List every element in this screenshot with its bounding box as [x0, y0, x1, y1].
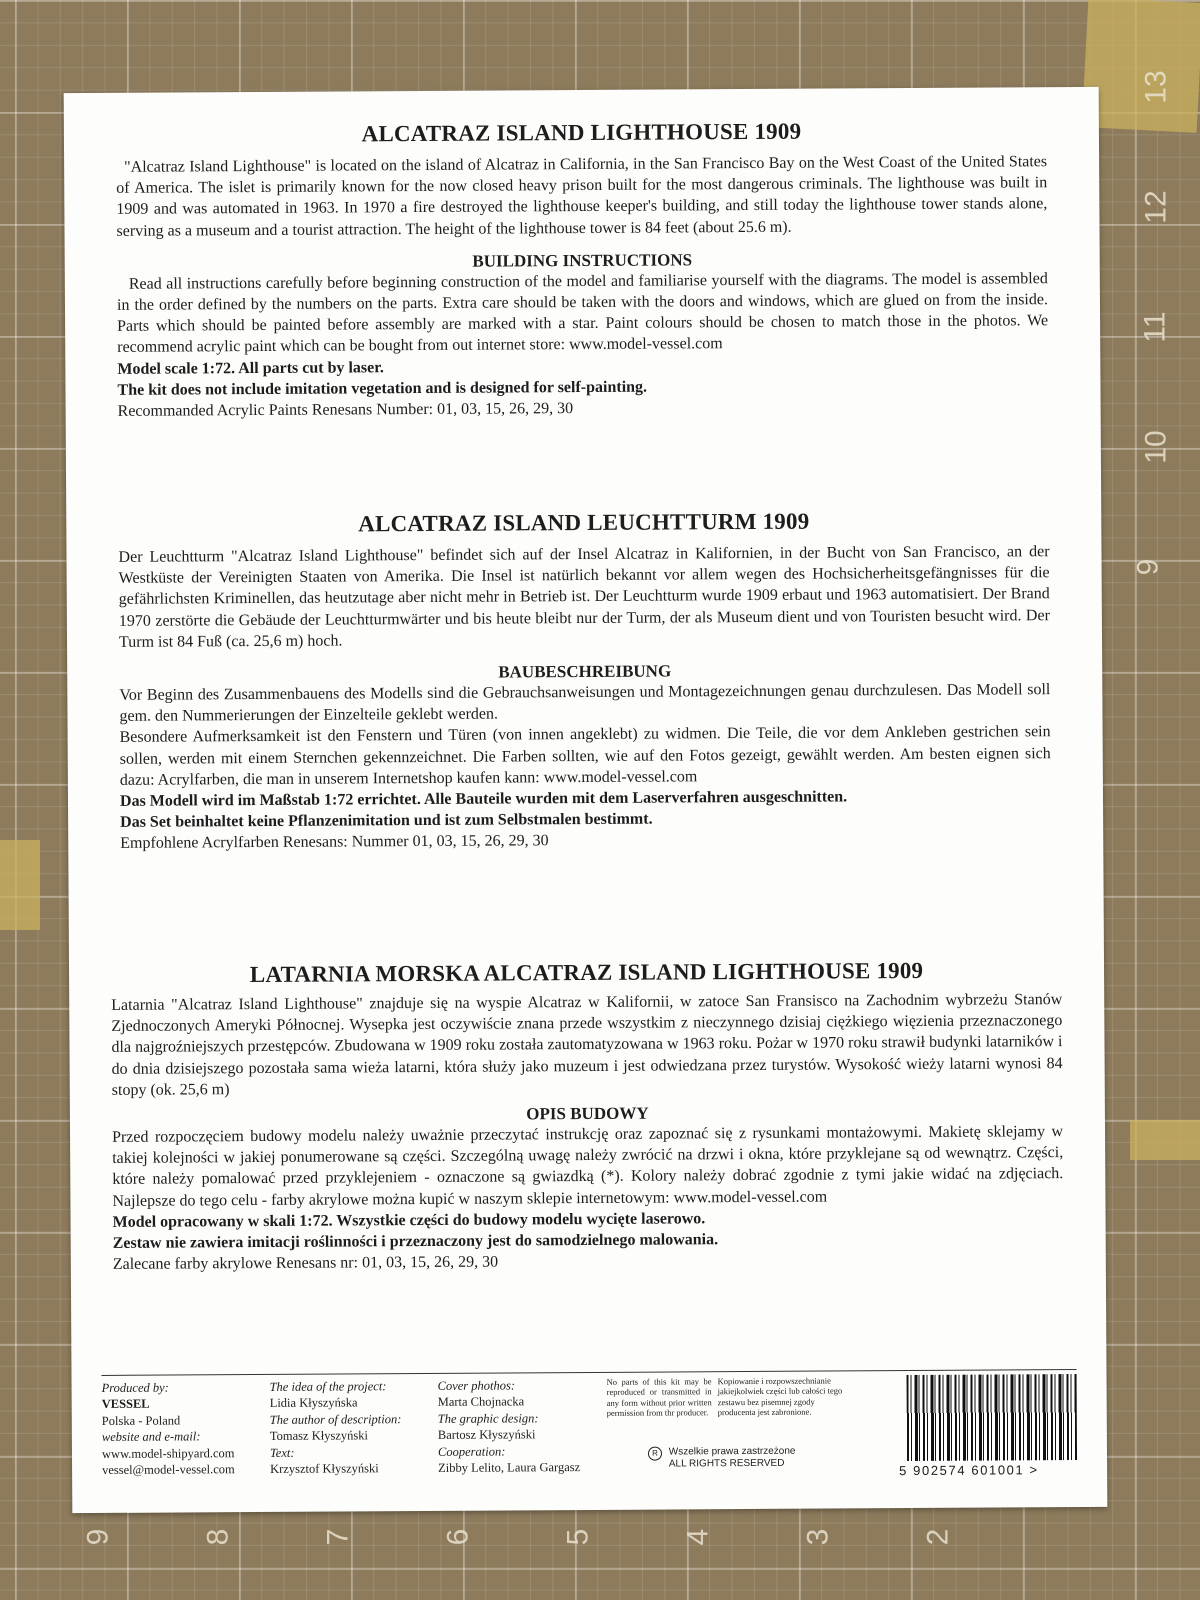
coop-names: Zibby Lelito, Laura Gargasz — [438, 1460, 581, 1475]
german-intro: Der Leuchtturm "Alcatraz Island Lighthouse" befindet sich auf der Insel Alcatraz in Kalifornien, in der Bucht von San Francisco, an der Westküste der Vereinigten Staaten von Amerika. Die Insel ist natürlich bekannt vor allem wegen des Hochsicherheitsgefängnisses für die gefährlichsten Kriminellen, das heutzutage aber nicht mehr in Betrieb ist. Der Leuchtturm wurde 1909 erbaut und 1963 automatisiert. Der Brand 1970 zerstörte die Gebäude der Leuchtturmwärter und bis heute bleibt nur der Turm, der als Museum dient und von Touristen besucht wird. Der Turm ist 84 Fuß (ca. 25,6 m) hoch. — [118, 543, 1050, 651]
english-subtitle: BUILDING INSTRUCTIONS — [472, 250, 693, 271]
german-instructions-2: Besondere Aufmerksamkeit ist den Fenstern und Türen (von innen angeklebt) zu widmen. Die Teile, die vor dem Ankleben gestrichen sein sollen, werden mit einem Sternchen gekennzeichnet. Die Farben sollten, wie auf den Fotos gezeigt, gewählt werden. Am besten eignen sich dazu: Acrylfarben, die man in unserem Internetshop kaufen kann: www.model-vessel.com — [119, 723, 1051, 789]
english-intro: "Alcatraz Island Lighthouse" is located on the island of Alcatraz in California, in the San Francisco Bay on the West Coast of the United States of America. The islet is primarily known for the now closed heavy prison built for the most dangerous criminals. The lighthouse was built in 1909 and was automated in 1963. In 1970 a fire destroyed the lighthouse keeper's building, and still today the lighthouse tower stands alone, serving as a museum and a tourist attraction. The height of the lighthouse tower is 84 feet (about 25.6 m). — [116, 153, 1048, 240]
polish-subtitle: OPIS BUDOWY — [526, 1103, 649, 1124]
website: www.model-shipyard.com — [101, 1445, 235, 1461]
english-section — [64, 117, 1101, 423]
author-name: Tomasz Kłyszyński — [269, 1428, 368, 1444]
design-column — [438, 1377, 581, 1476]
ruler-number: 2 — [921, 1528, 955, 1546]
ruler-number: 6 — [441, 1528, 475, 1546]
ruler-number: 11 — [1138, 311, 1172, 343]
polish-section — [69, 957, 1106, 1276]
instruction-sheet — [64, 87, 1108, 1513]
cover-name: Marta Chojnacka — [437, 1394, 525, 1410]
text-name: Krzysztof Kłyszyński — [270, 1461, 379, 1476]
german-section — [66, 507, 1103, 855]
graphic-label: The graphic design: — [437, 1411, 539, 1426]
ruler-number: 3 — [801, 1528, 835, 1546]
idea-name: Lidia Kłyszyńska — [269, 1395, 358, 1411]
ruler-number: 4 — [681, 1528, 715, 1546]
ruler-number: 12 — [1139, 190, 1173, 224]
polish-kit-note: Zestaw nie zawiera imitacji roślinności i przeznaczony jest do samodzielnego malowania. — [112, 1231, 719, 1252]
authors-column — [270, 1378, 402, 1477]
masking-tape — [1082, 0, 1200, 133]
english-kit-note: The kit does not include imitation vegetation and is designed for self-painting. — [117, 378, 648, 399]
german-scale-note: Das Modell wird im Maßstab 1:72 errichtet. Alle Bauteile wurden mit dem Laserverfahren ausgeschnitten. — [119, 788, 848, 810]
ruler-number: 10 — [1139, 430, 1173, 464]
graphic-name: Bartosz Kłyszyński — [437, 1427, 536, 1443]
german-subtitle: BAUBESCHREIBUNG — [498, 661, 672, 682]
company-name: VESSEL — [101, 1397, 150, 1412]
english-instructions: Read all instructions carefully before beginning construction of the model and familiarise yourself with the diagrams. The model is assembled in the order defined by the numbers on the parts. Extra care should be taken with the doors and windows, which are glued on from the inside. Parts which should be painted before assembly are marked with a star. Paint colours should be chosen to match those in the photos. We recommend acrylic paint which can be bought from out internet store: www.model-vessel.com — [116, 269, 1049, 357]
german-instructions-1: Vor Beginn des Zusammenbauens des Modells sind die Gebrauchsanweisungen und Montagezeichnungen genau durchzulesen. Das Modell soll gem. den Nummerierungen der Einzelteile geklebt werden. — [119, 681, 1051, 726]
idea-label: The idea of the project: — [269, 1379, 387, 1394]
rights-block — [648, 1446, 796, 1471]
author-label: The author of description: — [269, 1411, 402, 1427]
coop-label: Cooperation: — [437, 1444, 506, 1459]
german-paints: Empfohlene Acrylfarben Renesans: Nummer 01, 03, 15, 26, 29, 30 — [120, 832, 549, 853]
polish-instructions: Przed rozpoczęciem budowy modelu należy uważnie przeczytać instrukcję oraz zapoznać się z rysunkami montażowymi. Makietę sklejamy w takiej kolejności w jakiej ponumerowane są części. Szczególną uwagę należy zwrócić na drzwi i okna, które przyklejane są od wewnątrz. Części, które należy pomalować przed przyklejeniem - oznaczone są gwiazdką (*). Kolory należy dobrać zgodnie z tymi jakie widać na zdjęciach. Najlepsze do tego celu - farby akrylowe można kupić w naszym sklepie internetowym: www.model-vessel.com — [112, 1123, 1064, 1210]
produced-label: Produced by: — [101, 1380, 169, 1395]
ruler-number: 9 — [1131, 558, 1165, 576]
registered-icon: R — [648, 1447, 662, 1461]
legal-en: No parts of this kit may be reproduced or transmitted in any form without prior written permission from thr producer. — [606, 1376, 712, 1419]
german-title: ALCATRAZ ISLAND LEUCHTTURM 1909 — [358, 508, 810, 537]
barcode — [907, 1374, 1078, 1461]
masking-tape — [1130, 1120, 1200, 1160]
ruler-number: 9 — [81, 1528, 115, 1546]
country: Polska - Poland — [101, 1413, 181, 1428]
text-label: Text: — [269, 1445, 295, 1460]
legal-pl: Kopiowanie i rozpowszechnianie jakiejkolwiek części lub całości tego zestawu bez pisemnej zgody producenta jest zabronione. — [717, 1375, 843, 1418]
barcode-number: 5 902574 601001 > — [899, 1462, 1039, 1479]
english-title: ALCATRAZ ISLAND LIGHTHOUSE 1909 — [361, 118, 802, 147]
polish-paints: Zalecane farby akrylowe Renesans nr: 01, 03, 15, 26, 29, 30 — [112, 1253, 499, 1274]
producer-column — [102, 1379, 235, 1478]
polish-scale-note: Model opracowany w skali 1:72. Wszystkie części do budowy modelu wycięte laserowo. — [112, 1210, 706, 1231]
cover-label: Cover phothos: — [437, 1378, 516, 1393]
english-scale-note: Model scale 1:72. All parts cut by laser. — [117, 358, 384, 378]
email: vessel@model-vessel.com — [102, 1462, 235, 1477]
ruler-number: 8 — [201, 1528, 235, 1546]
ruler-number: 7 — [321, 1528, 355, 1546]
masking-tape — [0, 840, 40, 930]
web-label: website and e-mail: — [101, 1429, 201, 1445]
polish-intro: Latarnia "Alcatraz Island Lighthouse" znajduje się na wyspie Alcatraz w Kalifornii, w zatoce San Fransisco na Zachodnim wybrzeżu Stanów Zjednoczonych Ameryki Północnej. Wysepka jest oczywiście znana przede wszystkim z nieczynnego dzisiaj ciężkiego więzienia przeznaczonego dla najgroźniejszych przestępców. Zbudowana w 1909 roku została zautomatyzowana w 1963 roku. Pożar w 1970 roku strawił budynki latarników i do dnia dzisiejszego pozostała sama wieża latarni, która służy jako muzeum i jest odwiedzana przez turystów. Wysokość wieży latarni wynosi 84 stopy (ok. 25,6 m) — [111, 991, 1063, 1099]
german-kit-note: Das Set beinhaltet keine Pflanzenimitation und ist zum Selbstmalen bestimmt. — [120, 810, 653, 832]
ruler-number: 13 — [1139, 70, 1173, 104]
rights-en: ALL RIGHTS RESERVED — [668, 1457, 785, 1470]
ruler-number: 5 — [561, 1528, 595, 1546]
rights-pl: Wszelkie prawa zastrzeżone — [668, 1445, 796, 1458]
polish-title: LATARNIA MORSKA ALCATRAZ ISLAND LIGHTHOUSE 1909 — [249, 957, 924, 988]
english-paints: Recommanded Acrylic Paints Renesans Number: 01, 03, 15, 26, 29, 30 — [117, 400, 574, 420]
credits-footer — [102, 1369, 1078, 1486]
